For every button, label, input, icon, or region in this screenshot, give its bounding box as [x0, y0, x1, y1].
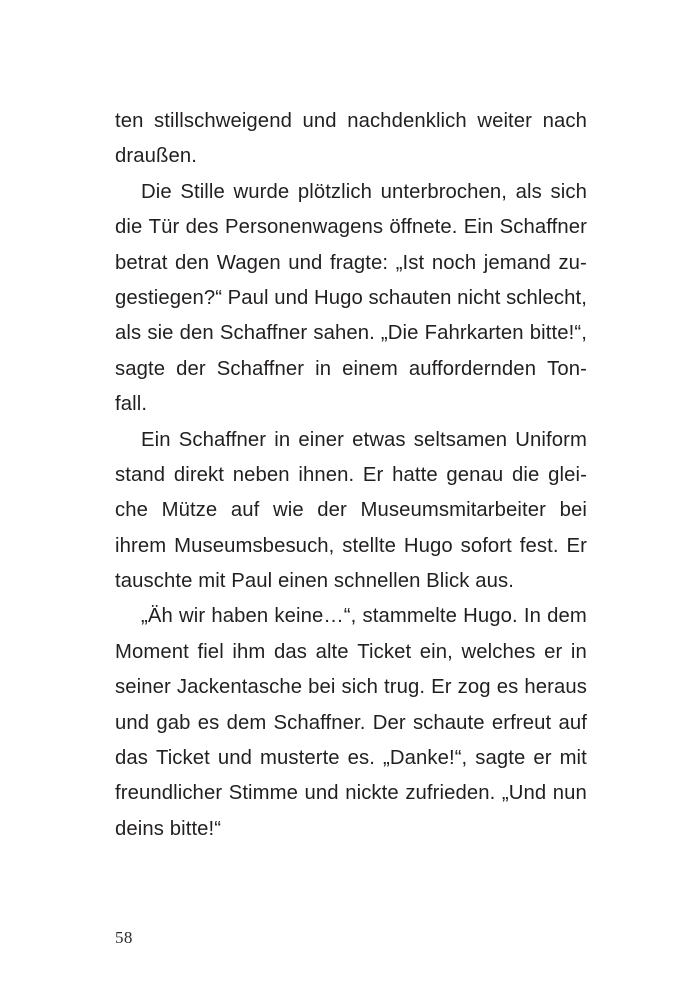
text-word: Ticket: [155, 747, 210, 770]
text-word: mit: [559, 747, 587, 770]
text-word: es.: [347, 747, 376, 770]
text-word: zu-: [558, 251, 587, 274]
text-word: stellte: [342, 534, 396, 557]
text-word: keine…“,: [274, 605, 357, 628]
text-word: seiner: [115, 676, 171, 699]
text-word: als: [115, 322, 142, 345]
text-line: [115, 458, 587, 493]
text-line: draußen.: [115, 145, 197, 168]
text-word: direkt: [173, 463, 225, 486]
text-word: den: [179, 322, 214, 345]
text-line: fall.: [115, 393, 148, 416]
text-line: [115, 670, 587, 705]
text-word: in: [315, 357, 332, 380]
text-word: ihrem: [115, 534, 167, 557]
text-word: sich: [550, 180, 587, 203]
text-word: Ein: [463, 216, 494, 239]
text-word: fiel: [197, 640, 224, 663]
text-word: es: [496, 676, 519, 699]
text-word: Mütze: [161, 499, 218, 522]
text-word: etwas: [352, 428, 406, 451]
text-word: glei-: [548, 463, 587, 486]
text-word: dem: [547, 605, 587, 628]
text-word: sofort: [460, 534, 512, 557]
text-word: Hugo: [313, 286, 363, 309]
paragraph: [115, 175, 587, 423]
text-word: Stille: [180, 180, 225, 203]
paragraph: [115, 104, 587, 175]
text-word: sich: [341, 676, 378, 699]
page-number: 58: [115, 928, 133, 947]
text-word: es: [197, 711, 220, 734]
text-word: öffnete.: [389, 216, 458, 239]
text-word: „Ist: [395, 251, 425, 274]
paragraph: [115, 423, 587, 600]
text-line: [115, 529, 587, 564]
text-word: Museumsmitarbeiter: [360, 499, 546, 522]
text-word: Jackentasche: [176, 676, 303, 699]
text-word: Schaffner.: [273, 711, 366, 734]
text-word: noch: [431, 251, 477, 274]
text-line: [115, 281, 587, 316]
text-word: Ticket: [357, 640, 412, 663]
paragraph: [115, 599, 587, 847]
text-word: erfreut: [491, 711, 552, 734]
text-word: die: [512, 463, 540, 486]
text-word: Hugo.: [463, 605, 518, 628]
text-word: und: [288, 251, 323, 274]
text-word: unterbrochen,: [380, 180, 508, 203]
text-word: in: [570, 640, 587, 663]
text-word: neben: [232, 463, 290, 486]
text-word: hatte: [392, 463, 438, 486]
text-word: Uniform: [515, 428, 587, 451]
text-word: nun: [552, 782, 587, 805]
text-word: ein,: [419, 640, 453, 663]
text-word: auf: [558, 711, 587, 734]
page-text-block: [115, 104, 587, 847]
text-word: die: [115, 216, 143, 239]
text-word: weiter: [477, 110, 533, 132]
text-word: „Und: [501, 782, 547, 805]
text-word: der: [317, 499, 347, 522]
text-word: trug.: [384, 676, 426, 699]
text-line: [115, 423, 587, 458]
text-word: Er: [362, 463, 384, 486]
text-word: gestiegen?“: [115, 286, 223, 309]
text-word: heraus: [524, 676, 587, 699]
text-word: ten: [115, 110, 144, 132]
text-line: [115, 352, 587, 387]
text-line: [115, 706, 587, 741]
text-word: Schaffner: [499, 216, 587, 239]
text-word: seltsamen: [413, 428, 508, 451]
text-word: stillschweigend: [154, 110, 292, 132]
text-line: [115, 316, 587, 351]
text-line: [115, 741, 587, 776]
text-word: Moment: [115, 640, 189, 663]
text-word: und: [304, 782, 339, 805]
text-line: [115, 493, 587, 528]
text-word: ihm: [232, 640, 266, 663]
text-word: er: [533, 747, 552, 770]
text-word: Ton-: [547, 357, 587, 380]
text-word: Paul: [227, 286, 269, 309]
text-word: auffordernden: [408, 357, 537, 380]
text-word: das: [273, 640, 307, 663]
text-word: Museumsbesuch,: [174, 534, 335, 557]
text-word: freundlicher: [115, 782, 223, 805]
text-line: [115, 776, 587, 811]
text-word: genau: [446, 463, 504, 486]
text-word: dem: [226, 711, 267, 734]
text-word: schauten: [368, 286, 452, 309]
text-word: stammelte: [362, 605, 457, 628]
text-word: sahen.: [313, 322, 375, 345]
text-word: des: [185, 216, 219, 239]
text-word: nachdenklich: [347, 110, 467, 132]
text-word: Hugo: [403, 534, 453, 557]
text-word: nicht: [457, 286, 501, 309]
text-word: in: [274, 428, 291, 451]
text-word: Schaffner: [219, 322, 308, 345]
text-word: Er: [431, 676, 452, 699]
text-line: [115, 175, 587, 210]
text-word: Fahrkarten: [424, 322, 524, 345]
text-word: jemand: [483, 251, 551, 274]
text-word: Wagen: [216, 251, 281, 274]
text-word: das: [115, 747, 148, 770]
text-word: Ein: [141, 428, 171, 451]
text-word: fest.: [519, 534, 559, 557]
text-word: zog: [457, 676, 491, 699]
text-word: betrat: [115, 251, 168, 274]
text-word: Die: [141, 180, 172, 203]
text-word: und: [274, 286, 309, 309]
text-word: alte: [315, 640, 349, 663]
text-word: den: [175, 251, 210, 274]
text-word: bei: [308, 676, 336, 699]
text-word: und: [217, 747, 253, 770]
text-word: nach: [542, 110, 587, 132]
text-word: fragte:: [329, 251, 389, 274]
text-word: der: [176, 357, 206, 380]
text-word: Stimme: [228, 782, 299, 805]
text-word: er: [544, 640, 563, 663]
text-word: zufrieden.: [405, 782, 496, 805]
text-word: haben: [211, 605, 269, 628]
text-word: Schaffner: [216, 357, 305, 380]
text-word: wie: [272, 499, 304, 522]
text-line: [115, 104, 587, 139]
text-line: [115, 246, 587, 281]
text-word: sagte: [475, 747, 526, 770]
text-word: als: [515, 180, 542, 203]
text-word: einem: [342, 357, 398, 380]
text-line: [115, 599, 587, 634]
text-word: plötzlich: [297, 180, 372, 203]
text-word: gab: [156, 711, 191, 734]
text-word: „Die: [380, 322, 419, 345]
text-word: Schaffner: [178, 428, 267, 451]
text-word: stand: [115, 463, 166, 486]
text-word: einer: [298, 428, 344, 451]
text-word: Der: [372, 711, 406, 734]
text-word: Er: [566, 534, 587, 557]
text-word: „Danke!“,: [382, 747, 468, 770]
text-line: deins bitte!“: [115, 817, 222, 840]
text-word: ihnen.: [298, 463, 355, 486]
text-word: nickte: [345, 782, 399, 805]
text-word: wir: [179, 605, 206, 628]
text-word: che: [115, 499, 148, 522]
text-word: In: [523, 605, 542, 628]
text-word: und: [302, 110, 337, 132]
text-word: Personenwagens: [224, 216, 384, 239]
text-word: Tür: [148, 216, 180, 239]
text-word: auf: [230, 499, 260, 522]
text-word: bitte!“,: [529, 322, 587, 345]
text-word: sagte: [115, 357, 166, 380]
text-word: bei: [559, 499, 587, 522]
text-word: und: [115, 711, 150, 734]
text-word: welches: [461, 640, 536, 663]
text-line: tauschte mit Paul einen schnellen Blick aus.: [115, 570, 514, 593]
text-word: wurde: [233, 180, 290, 203]
text-word: musterte: [259, 747, 340, 770]
text-line: [115, 635, 587, 670]
text-word: schlecht,: [506, 286, 587, 309]
text-word: sie: [147, 322, 174, 345]
text-word: „Äh: [141, 605, 173, 628]
text-word: schaute: [412, 711, 485, 734]
text-line: [115, 210, 587, 245]
